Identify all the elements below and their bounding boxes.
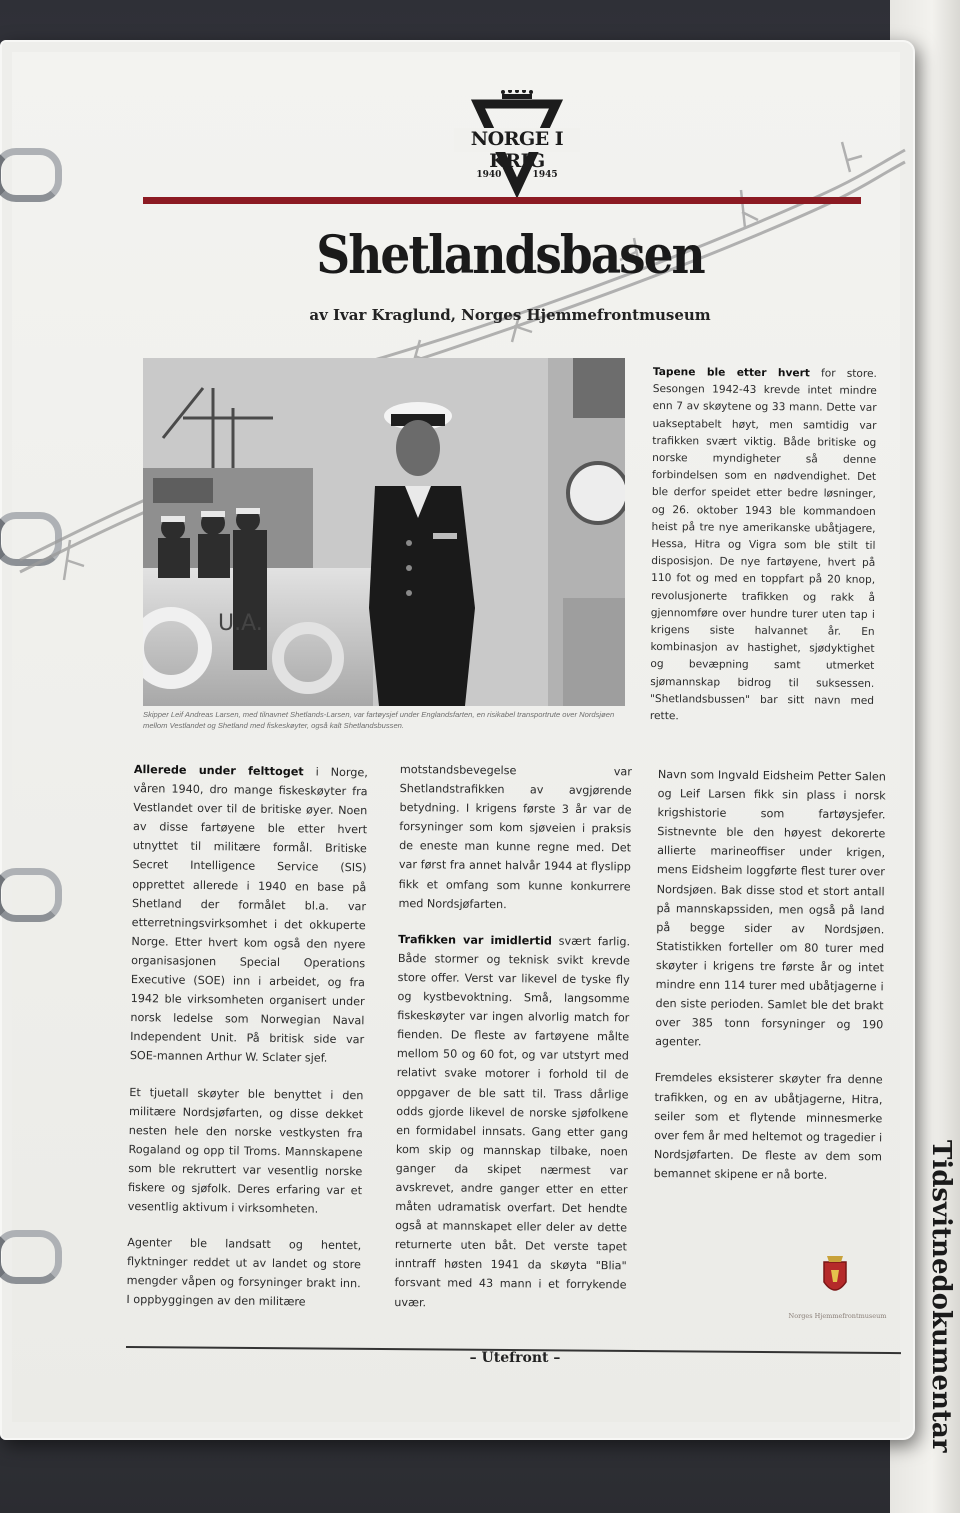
museum-crest-icon [818, 1252, 852, 1302]
binder-ring-icon [0, 868, 62, 922]
paragraph [128, 1082, 364, 1219]
paragraph [654, 1068, 883, 1185]
paragraph-text: Fremdeles eksisterer skøyter fra denne trafikken, og en av ubåtjagerne, Hitra, seiler som et flytende minnesmerke over fem år med heltemot og tragedier i Nordsjøfarten. De fleste av dem som bemannet skipene er nå borte. [653, 1071, 883, 1182]
paragraph-text: motstandsbevegelse var Shetlandstrafikken av avgjørende betydning. I krigens første 3 år var de forsyninger som kom sjøveien i praksis de eneste man kunne regne med. Det var først fra annet halvår 1944 at flyslipp fikk et omfang som kunne konkurrere med Nordsjøfarten. [398, 762, 632, 911]
binder-ring-icon [0, 512, 62, 566]
article-column-3-top [650, 364, 877, 744]
paragraph-lead: Trafikken var imidlertid [398, 932, 553, 948]
norge-i-krig-logo [452, 90, 582, 200]
paragraph [650, 364, 877, 727]
paragraph [655, 765, 886, 1054]
binder-ring-icon [0, 1230, 62, 1284]
paragraph-lead: Allerede under felttoget [133, 762, 304, 779]
logo-title: NORGE I KRIG [470, 128, 564, 172]
paragraph [394, 930, 630, 1314]
paragraph [398, 760, 632, 915]
paragraph [126, 1233, 361, 1313]
binder-spine-label: Tidsvitnedokumentar [926, 1140, 956, 1453]
paragraph [130, 760, 368, 1069]
article-title: Shetlandsbasen [316, 224, 704, 287]
paragraph-text: svært farlig. Både stormer og teknisk svikt krevde store offer. Verst var likevel de tyske fly og kystbevoktning. Små, langsomme fiskeskøyter var ingen alvorlig match for fienden. De fleste av fartøyene målte mellom 50 og 60 fot, og var utstyrt med relativt svake motorer i forhold til de oppgaver de ble satt til. Trass dårlige odds gjorde likevel de norske sjøfolkene en formidabel innsats. Gang etter gang kom skip og mannskap tilbake, noen ganger da skipet nærmest var avskrevet, andre ganger etter en etter måten udramatisk overfart. Det hendte også at mannskapet eller deler av dette returnerte uten båt. Det verste tapet inntraff høsten 1941 da skøyta "Blia" forsvant med 43 mann i et forrykende uvær. [394, 934, 631, 1309]
publication-name: – Utefront – [469, 1350, 561, 1366]
article-photo [143, 358, 625, 706]
article-column-1 [126, 760, 368, 1330]
article-byline: av Ivar Kraglund, Norges Hjemmefrontmuseum [309, 306, 711, 324]
binder-ring-icon [0, 148, 62, 202]
paragraph-text: i Norge, våren 1940, dro mange fiskeskøyter fra Vestlandet over til de britiske øyer. Noen av disse fartøyene ble etter hvert utnyttet til militære formål. Britiske Secret Intelligence Service (SIS) opprettet allerede i 1940 en base på Shetland der formålet bl.a. var etterretningsvirksomhet i det okkuperte Norge. Etter hvert kom også den nyere organisasjonen Special Operations Executive (SOE) inn i arbeidet, og fra 1942 ble virksomheten organisert under norsk ledelse som Norwegian Naval Independent Unit. På britisk side var SOE-mannen Arthur W. Sclater sjef. [129, 765, 368, 1066]
paragraph-text: Agenter ble landsatt og hentet, flyktninger reddet ut av landet og store mengder våpen og forsyninger brakt inn. I oppbyggingen av den militære [126, 1236, 362, 1309]
photo-caption: Skipper Leif Andreas Larsen, med tilnavnet Shetlands-Larsen, var fartøysjef under Englandsfarten, en risikabel transportrute over Nordsjøen mellom Vestlandet og Shetland med fiskeskøyter, også kalt Shetlandsbussen. [143, 710, 615, 730]
paragraph-text: Navn som Ingvald Eidsheim Petter Salen og Leif Larsen fikk sin plass i norsk krigshistorie som fartøysjefer. Sistnevnte ble den høyest dekorerte allierte marineoffiser under krigen, mens Eidsheim loggførte flest turer over Nordsjøen. Bak disse stod et stort antall på mannskapssiden, men også på land på begge sider av Nordsjøen. Statistikken forteller om 80 turer med skøyter i krigens tre første år og intet mindre enn 114 turer med ubåtjagerne i den siste perioden. Samlet ble det brakt over 385 tonn forsyninger og 190 agenter. [655, 767, 886, 1049]
hull-stencil: U.A. [218, 611, 263, 636]
article-column-2 [394, 760, 632, 1331]
officer-ship-photo [143, 358, 625, 706]
article-column-3-bottom [653, 765, 886, 1202]
header-red-rule [143, 197, 861, 204]
logo-years: 1940 1945 [476, 170, 558, 180]
museum-credit: Norges Hjemmefrontmuseum [788, 1312, 887, 1320]
paragraph-lead: Tapene ble etter hvert [652, 365, 810, 380]
paragraph-text: for store. Sesongen 1942-43 krevde intet mindre enn 7 av skøytene og 33 mann. Dette var uakseptabelt høyt, men samtidig var trafikken svært viktig. Både britiske og norske myndigheter så denne forbindelsen som en nødvendighet. Det ble derfor speidet etter bedre løsninger, og 26. oktober 1943 ble kommandoen heist på tre nye amerikanske ubåtjagere, Hessa, Hitra og Vigra som ble stilt til disposisjon. De nye fartøyene, hvert på 110 fot og med en toppfart på 20 knop, revolusjonerte trafikken og rakk å gjennomføre over hundre turer uten tap i krigens siste halvannet år. En kombinasjon av hastighet, sjødyktighet og bevæpning samt utmerket sjømannskap bidrog til suksessen. "Shetlandsbussen" bar sitt navn med rette. [649, 367, 877, 723]
paragraph-text: Et tjuetall skøyter ble benyttet i den militære Nordsjøfarten, og disse dekket nesten hele den norske vestkysten fra Rogaland og opp til Troms. Mannskapene som ble rekruttert var vesentlig norske fiskere og sjøfolk. Deres erfaring var et vesentlig aktivum i virksomheten. [127, 1085, 364, 1216]
